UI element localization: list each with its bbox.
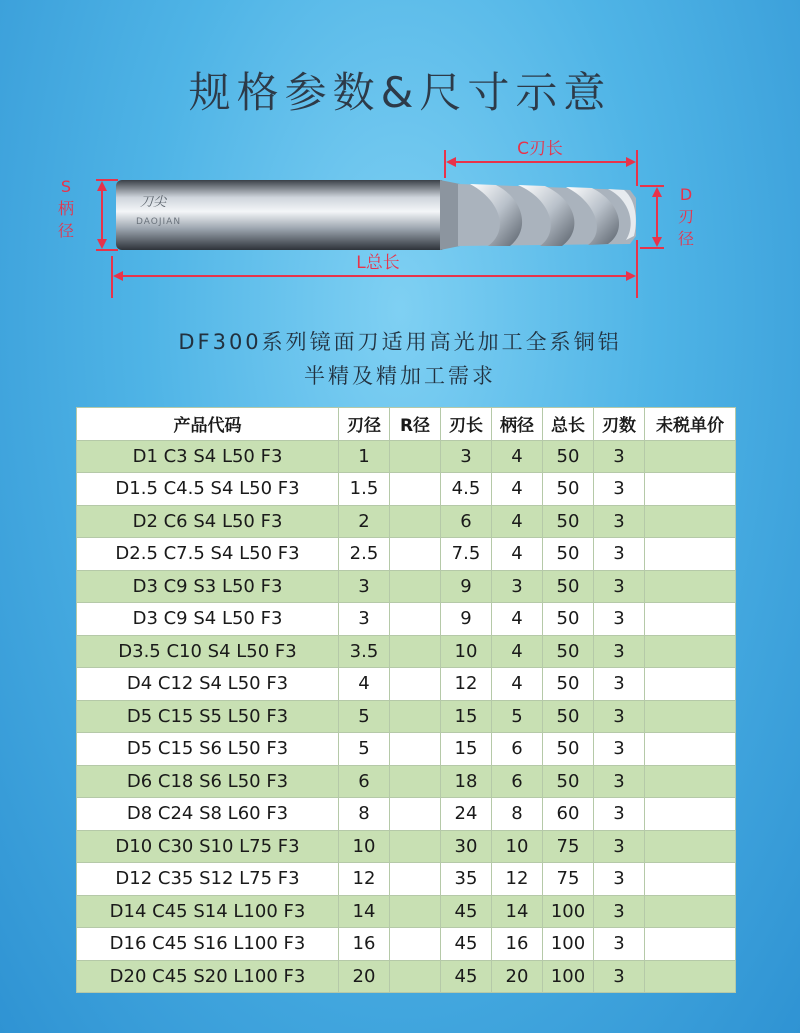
- cell-flute-count: 3: [594, 733, 645, 766]
- cell-total-length: 100: [543, 960, 594, 993]
- cell-blade-diameter: 16: [339, 928, 390, 961]
- cell-flute-count: 3: [594, 700, 645, 733]
- cell-product-code: D1 C3 S4 L50 F3: [77, 440, 339, 473]
- cell-blade-diameter: 2.5: [339, 538, 390, 571]
- header-total-length: 总长: [543, 408, 594, 441]
- cell-shank-diameter: 6: [492, 765, 543, 798]
- cell-blade-length: 15: [441, 733, 492, 766]
- cell-r-diameter: [390, 765, 441, 798]
- shank-marking-en: DAOJIAN: [136, 217, 182, 227]
- cell-flute-count: 3: [594, 440, 645, 473]
- cell-r-diameter: [390, 798, 441, 831]
- cell-total-length: 50: [543, 635, 594, 668]
- cell-total-length: 50: [543, 505, 594, 538]
- cell-unit-price: [645, 928, 736, 961]
- cell-flute-count: 3: [594, 960, 645, 993]
- cell-total-length: 50: [543, 603, 594, 636]
- table-row: [77, 765, 736, 798]
- table-body: [77, 440, 736, 993]
- table-row: [77, 473, 736, 506]
- table-row: [77, 928, 736, 961]
- neck: [440, 180, 460, 250]
- cell-product-code: D6 C18 S6 L50 F3: [77, 765, 339, 798]
- cell-blade-length: 4.5: [441, 473, 492, 506]
- cell-r-diameter: [390, 473, 441, 506]
- table-row: [77, 733, 736, 766]
- cell-blade-length: 24: [441, 798, 492, 831]
- cell-blade-diameter: 14: [339, 895, 390, 928]
- cell-flute-count: 3: [594, 505, 645, 538]
- d-label-2: 刃: [677, 207, 695, 226]
- cell-total-length: 75: [543, 863, 594, 896]
- cell-r-diameter: [390, 505, 441, 538]
- cell-unit-price: [645, 505, 736, 538]
- cell-flute-count: 3: [594, 570, 645, 603]
- cell-shank-diameter: 3: [492, 570, 543, 603]
- cell-unit-price: [645, 668, 736, 701]
- l-length-label: L总长: [356, 253, 400, 273]
- subtitle-line-2: 半精及精加工需求: [304, 364, 496, 388]
- cell-product-code: D10 C30 S10 L75 F3: [77, 830, 339, 863]
- table-header-row: [77, 408, 736, 441]
- cell-blade-diameter: 8: [339, 798, 390, 831]
- cell-flute-count: 3: [594, 895, 645, 928]
- cell-r-diameter: [390, 538, 441, 571]
- cell-r-diameter: [390, 668, 441, 701]
- cell-blade-diameter: 10: [339, 830, 390, 863]
- cell-total-length: 50: [543, 473, 594, 506]
- table-row: [77, 505, 736, 538]
- cell-product-code: D16 C45 S16 L100 F3: [77, 928, 339, 961]
- cell-flute-count: 3: [594, 863, 645, 896]
- cell-r-diameter: [390, 570, 441, 603]
- cell-product-code: D3 C9 S3 L50 F3: [77, 570, 339, 603]
- table-row: [77, 440, 736, 473]
- s-label-2: 柄: [57, 199, 75, 218]
- cell-unit-price: [645, 635, 736, 668]
- cell-r-diameter: [390, 635, 441, 668]
- cell-r-diameter: [390, 700, 441, 733]
- cell-product-code: D4 C12 S4 L50 F3: [77, 668, 339, 701]
- cell-unit-price: [645, 733, 736, 766]
- cell-shank-diameter: 5: [492, 700, 543, 733]
- cell-blade-length: 12: [441, 668, 492, 701]
- table-row: [77, 538, 736, 571]
- header-shank-diameter: 柄径: [492, 408, 543, 441]
- cell-blade-length: 9: [441, 603, 492, 636]
- d-label-3: 径: [677, 229, 695, 248]
- cell-shank-diameter: 4: [492, 505, 543, 538]
- cell-unit-price: [645, 570, 736, 603]
- cell-total-length: 100: [543, 895, 594, 928]
- table-row: [77, 960, 736, 993]
- header-blade-diameter: 刃径: [339, 408, 390, 441]
- cell-product-code: D14 C45 S14 L100 F3: [77, 895, 339, 928]
- cell-total-length: 50: [543, 700, 594, 733]
- table-row: [77, 570, 736, 603]
- cell-total-length: 100: [543, 928, 594, 961]
- cell-unit-price: [645, 538, 736, 571]
- cell-blade-diameter: 1: [339, 440, 390, 473]
- cell-r-diameter: [390, 928, 441, 961]
- cell-total-length: 50: [543, 733, 594, 766]
- table-row: [77, 798, 736, 831]
- d-label-1: D: [679, 185, 693, 204]
- cell-blade-length: 3: [441, 440, 492, 473]
- shank: [116, 180, 446, 250]
- cell-blade-length: 7.5: [441, 538, 492, 571]
- cell-product-code: D8 C24 S8 L60 F3: [77, 798, 339, 831]
- cell-shank-diameter: 16: [492, 928, 543, 961]
- table-row: [77, 668, 736, 701]
- s-label-1: S: [60, 177, 72, 196]
- shank-marking: 刀尖: [140, 195, 167, 210]
- header-product-code: 产品代码: [77, 408, 339, 441]
- cell-total-length: 75: [543, 830, 594, 863]
- cell-product-code: D3.5 C10 S4 L50 F3: [77, 635, 339, 668]
- cell-blade-length: 35: [441, 863, 492, 896]
- page-title: 规格参数&尺寸示意: [188, 68, 612, 117]
- s-label-3: 径: [57, 221, 75, 240]
- cell-product-code: D12 C35 S12 L75 F3: [77, 863, 339, 896]
- cell-unit-price: [645, 700, 736, 733]
- cell-unit-price: [645, 830, 736, 863]
- cell-flute-count: 3: [594, 798, 645, 831]
- table-row: [77, 863, 736, 896]
- cell-r-diameter: [390, 603, 441, 636]
- cell-flute-count: 3: [594, 538, 645, 571]
- cell-blade-diameter: 20: [339, 960, 390, 993]
- cell-blade-length: 45: [441, 960, 492, 993]
- cell-unit-price: [645, 603, 736, 636]
- table-row: [77, 830, 736, 863]
- header-r-diameter: R径: [390, 408, 441, 441]
- cell-shank-diameter: 4: [492, 440, 543, 473]
- cell-blade-length: 6: [441, 505, 492, 538]
- cell-shank-diameter: 20: [492, 960, 543, 993]
- cell-unit-price: [645, 440, 736, 473]
- cell-total-length: 60: [543, 798, 594, 831]
- cell-blade-diameter: 4: [339, 668, 390, 701]
- cell-blade-length: 30: [441, 830, 492, 863]
- table-row: [77, 700, 736, 733]
- cell-r-diameter: [390, 440, 441, 473]
- cell-shank-diameter: 4: [492, 603, 543, 636]
- spec-table: [76, 407, 736, 993]
- cell-r-diameter: [390, 895, 441, 928]
- cell-shank-diameter: 4: [492, 473, 543, 506]
- cell-total-length: 50: [543, 765, 594, 798]
- cell-unit-price: [645, 765, 736, 798]
- cell-blade-diameter: 5: [339, 700, 390, 733]
- cell-shank-diameter: 4: [492, 635, 543, 668]
- cell-blade-diameter: 2: [339, 505, 390, 538]
- cell-flute-count: 3: [594, 830, 645, 863]
- cell-unit-price: [645, 473, 736, 506]
- cell-blade-diameter: 3: [339, 603, 390, 636]
- end-mill-diagram: [40, 140, 760, 310]
- cell-r-diameter: [390, 830, 441, 863]
- cell-shank-diameter: 4: [492, 668, 543, 701]
- cell-shank-diameter: 8: [492, 798, 543, 831]
- subtitle-line-1: DF300系列镜面刀适用高光加工全系铜铝: [178, 330, 622, 354]
- header-flute-count: 刃数: [594, 408, 645, 441]
- cell-r-diameter: [390, 863, 441, 896]
- cell-flute-count: 3: [594, 928, 645, 961]
- cell-total-length: 50: [543, 538, 594, 571]
- cell-flute-count: 3: [594, 668, 645, 701]
- cell-blade-length: 10: [441, 635, 492, 668]
- cell-r-diameter: [390, 960, 441, 993]
- cell-shank-diameter: 4: [492, 538, 543, 571]
- cell-blade-diameter: 3.5: [339, 635, 390, 668]
- cell-shank-diameter: 14: [492, 895, 543, 928]
- cell-blade-length: 45: [441, 895, 492, 928]
- cell-total-length: 50: [543, 440, 594, 473]
- cell-r-diameter: [390, 733, 441, 766]
- cell-total-length: 50: [543, 668, 594, 701]
- cell-unit-price: [645, 863, 736, 896]
- cell-blade-length: 45: [441, 928, 492, 961]
- cell-blade-diameter: 1.5: [339, 473, 390, 506]
- cell-flute-count: 3: [594, 473, 645, 506]
- cell-unit-price: [645, 895, 736, 928]
- cell-product-code: D20 C45 S20 L100 F3: [77, 960, 339, 993]
- cell-flute-count: 3: [594, 765, 645, 798]
- cell-blade-length: 9: [441, 570, 492, 603]
- cell-product-code: D5 C15 S6 L50 F3: [77, 733, 339, 766]
- table-row: [77, 895, 736, 928]
- cell-shank-diameter: 6: [492, 733, 543, 766]
- cell-unit-price: [645, 960, 736, 993]
- cell-product-code: D1.5 C4.5 S4 L50 F3: [77, 473, 339, 506]
- header-blade-length: 刃长: [441, 408, 492, 441]
- cell-blade-diameter: 6: [339, 765, 390, 798]
- cell-flute-count: 3: [594, 635, 645, 668]
- cell-unit-price: [645, 798, 736, 831]
- cell-total-length: 50: [543, 570, 594, 603]
- cell-blade-length: 18: [441, 765, 492, 798]
- cell-blade-diameter: 3: [339, 570, 390, 603]
- cell-product-code: D5 C15 S5 L50 F3: [77, 700, 339, 733]
- cell-shank-diameter: 12: [492, 863, 543, 896]
- header-unit-price: 未税单价: [645, 408, 736, 441]
- c-length-label: C刃长: [517, 140, 563, 159]
- spec-table-container: [76, 407, 735, 993]
- cell-blade-length: 15: [441, 700, 492, 733]
- cell-blade-diameter: 12: [339, 863, 390, 896]
- cell-blade-diameter: 5: [339, 733, 390, 766]
- cell-shank-diameter: 10: [492, 830, 543, 863]
- cell-flute-count: 3: [594, 603, 645, 636]
- cell-product-code: D2 C6 S4 L50 F3: [77, 505, 339, 538]
- cell-product-code: D3 C9 S4 L50 F3: [77, 603, 339, 636]
- cell-product-code: D2.5 C7.5 S4 L50 F3: [77, 538, 339, 571]
- table-row: [77, 603, 736, 636]
- table-row: [77, 635, 736, 668]
